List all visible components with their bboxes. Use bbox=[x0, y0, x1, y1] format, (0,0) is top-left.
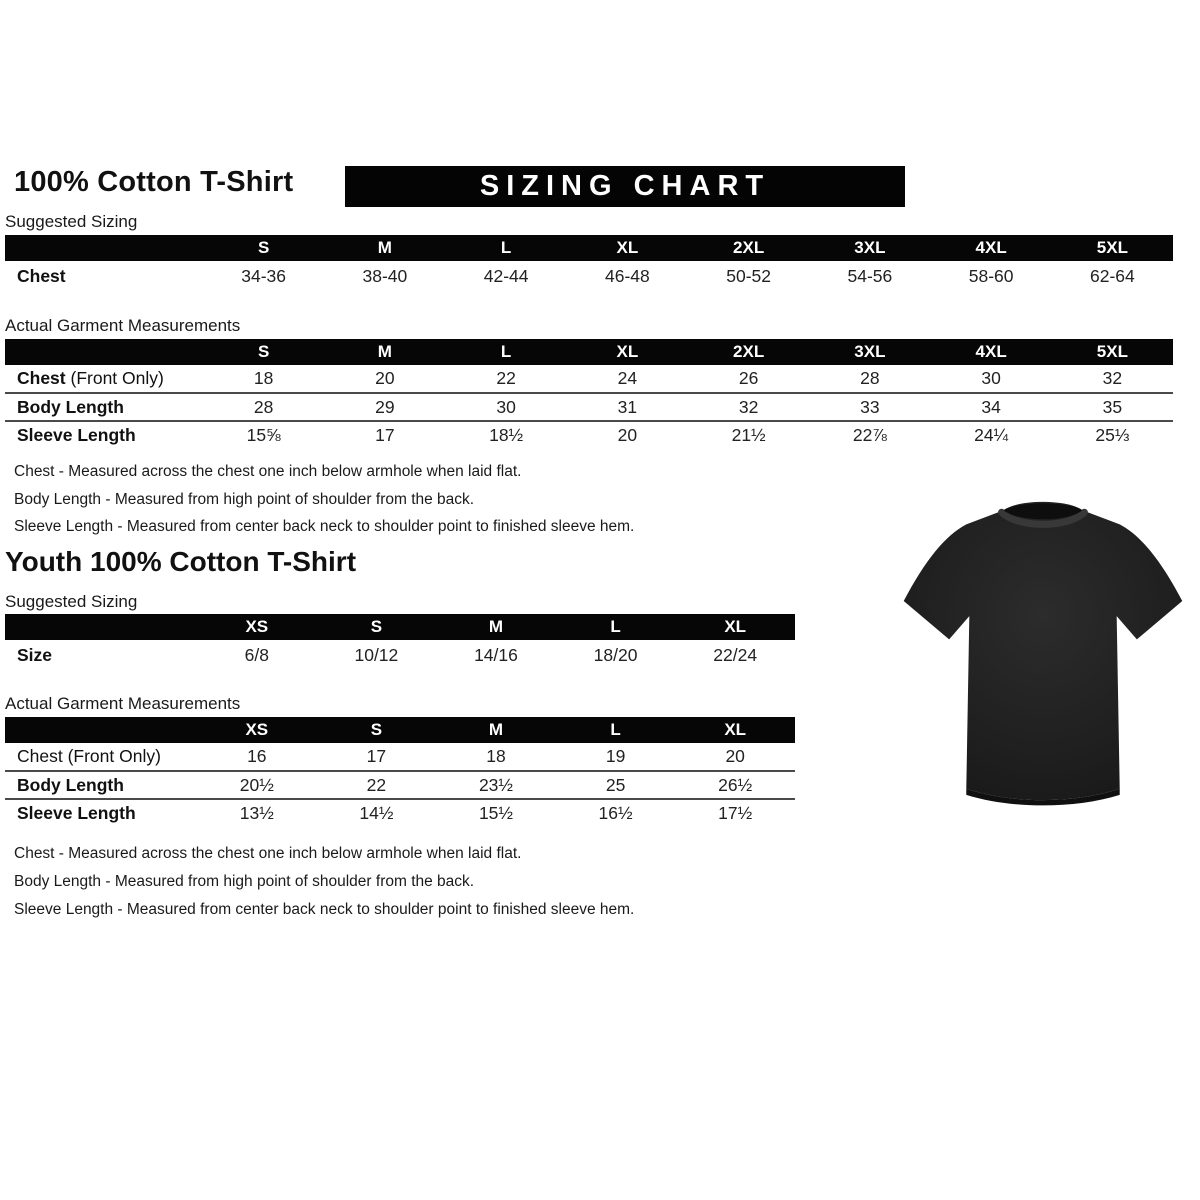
adult-measurement-notes bbox=[14, 458, 874, 541]
cell: 22⅞ bbox=[809, 421, 930, 449]
note-body-length: Body Length - Measured from high point of shoulder from the back. bbox=[14, 873, 475, 890]
youth-section-title: Youth 100% Cotton T-Shirt bbox=[5, 546, 357, 577]
table-row bbox=[5, 799, 795, 827]
cell: 54-56 bbox=[847, 265, 893, 286]
header-row bbox=[5, 339, 1173, 365]
size-column-header: 3XL bbox=[809, 339, 930, 365]
cell: 22/24 bbox=[713, 644, 758, 665]
size-column-header: L bbox=[446, 235, 567, 261]
note-sleeve-length: Sleeve Length - Measured from center back neck to shoulder point to finished sleeve hem. bbox=[14, 518, 635, 535]
cell: 33 bbox=[809, 393, 930, 421]
size-column-header: 5XL bbox=[1052, 339, 1173, 365]
cell: 62-64 bbox=[1089, 265, 1135, 286]
header-row bbox=[5, 235, 1173, 261]
cell: 16 bbox=[247, 746, 267, 766]
size-column-header: M bbox=[436, 717, 556, 743]
table-row bbox=[5, 640, 795, 670]
cell: 14/16 bbox=[474, 644, 518, 665]
cell: 16½ bbox=[556, 799, 676, 827]
cell: 17½ bbox=[675, 799, 795, 827]
cell: 30 bbox=[446, 393, 567, 421]
row-label-size: Size bbox=[17, 644, 53, 665]
cell: 35 bbox=[1052, 393, 1173, 421]
cell: 38-40 bbox=[362, 265, 408, 286]
size-column-header: M bbox=[436, 614, 556, 640]
cell: 50-52 bbox=[726, 265, 771, 286]
size-column-header: 3XL bbox=[809, 235, 930, 261]
youth-measurement-notes bbox=[14, 840, 874, 924]
cell: 13½ bbox=[197, 799, 317, 827]
size-column-header: 4XL bbox=[931, 235, 1052, 261]
cell: 25 bbox=[556, 771, 676, 799]
cell: 32 bbox=[1102, 368, 1123, 388]
table-row bbox=[5, 365, 1173, 393]
youth-suggested-sizing-table bbox=[5, 614, 795, 670]
cell: 20 bbox=[725, 746, 745, 766]
size-column-header: L bbox=[556, 717, 676, 743]
header-row bbox=[5, 717, 795, 743]
table-row bbox=[5, 771, 795, 799]
youth-actual-measurements-table bbox=[5, 717, 795, 827]
row-label-chest: Chest bbox=[17, 265, 66, 286]
size-column-header: M bbox=[324, 235, 445, 261]
row-label-sleeve-length: Sleeve Length bbox=[5, 799, 197, 827]
cell: 28 bbox=[203, 393, 324, 421]
cell: 26½ bbox=[675, 771, 795, 799]
cell: 19 bbox=[605, 746, 626, 766]
cell: 17 bbox=[366, 746, 387, 766]
size-column-header: S bbox=[317, 717, 437, 743]
size-column-header: S bbox=[203, 235, 324, 261]
cell: 22 bbox=[317, 771, 437, 799]
size-column-header: XL bbox=[567, 339, 688, 365]
cell: 10/12 bbox=[354, 644, 399, 665]
table-row bbox=[5, 743, 795, 771]
cell: 22 bbox=[496, 368, 516, 388]
cell: 21½ bbox=[688, 421, 809, 449]
cell: 15⅝ bbox=[203, 421, 324, 449]
cell: 14½ bbox=[317, 799, 437, 827]
cell: 20 bbox=[567, 421, 688, 449]
adult-actual-measurements-table bbox=[5, 339, 1173, 449]
table-row bbox=[5, 421, 1173, 449]
t-shirt-icon bbox=[886, 488, 1200, 813]
cell: 42-44 bbox=[483, 265, 529, 286]
adult-actual-measurements-label: Actual Garment Measurements bbox=[5, 316, 241, 335]
size-column-header: XL bbox=[675, 717, 795, 743]
row-label-body-length: Body Length bbox=[5, 393, 203, 421]
cell: 15½ bbox=[436, 799, 556, 827]
cell: 17 bbox=[324, 421, 445, 449]
cell: 18 bbox=[486, 746, 506, 766]
row-label-main: Chest bbox=[17, 368, 66, 388]
cell: 34 bbox=[931, 393, 1052, 421]
row-label-sleeve-length: Sleeve Length bbox=[5, 421, 203, 449]
corner-cell bbox=[5, 339, 203, 365]
youth-suggested-sizing-label: Suggested Sizing bbox=[5, 592, 138, 611]
youth-actual-measurements-label: Actual Garment Measurements bbox=[5, 694, 241, 713]
size-column-header: S bbox=[317, 614, 437, 640]
note-chest: Chest - Measured across the chest one inch below armhole when laid flat. bbox=[14, 845, 522, 862]
note-chest: Chest - Measured across the chest one inch below armhole when laid flat. bbox=[14, 463, 522, 480]
cell: 34-36 bbox=[241, 265, 286, 286]
size-column-header: 4XL bbox=[931, 339, 1052, 365]
cell: 6/8 bbox=[244, 644, 269, 665]
size-column-header: XS bbox=[197, 717, 317, 743]
cell: 29 bbox=[324, 393, 445, 421]
adult-suggested-sizing-label: Suggested Sizing bbox=[5, 212, 138, 231]
cell: 28 bbox=[860, 368, 880, 388]
corner-cell bbox=[5, 717, 197, 743]
cell: 30 bbox=[981, 368, 1001, 388]
corner-cell bbox=[5, 235, 203, 261]
row-label-body-length: Body Length bbox=[5, 771, 197, 799]
cell: 18/20 bbox=[593, 644, 638, 665]
cell: 32 bbox=[688, 393, 809, 421]
size-column-header: XS bbox=[197, 614, 317, 640]
cell: 20 bbox=[375, 368, 395, 388]
note-sleeve-length: Sleeve Length - Measured from center back neck to shoulder point to finished sleeve hem. bbox=[14, 901, 635, 918]
row-label-suffix: (Front Only) bbox=[65, 368, 164, 388]
size-column-header: 2XL bbox=[688, 235, 809, 261]
cell: 58-60 bbox=[968, 265, 1014, 286]
size-column-header: L bbox=[446, 339, 567, 365]
size-column-header: M bbox=[324, 339, 445, 365]
size-column-header: S bbox=[203, 339, 324, 365]
table-row bbox=[5, 261, 1173, 291]
corner-cell bbox=[5, 614, 197, 640]
note-body-length: Body Length - Measured from high point of shoulder from the back. bbox=[14, 490, 475, 508]
row-label-chest-front-only: Chest (Front Only) bbox=[17, 746, 161, 766]
size-column-header: 2XL bbox=[688, 339, 809, 365]
header-row bbox=[5, 614, 795, 640]
size-column-header: 5XL bbox=[1052, 235, 1173, 261]
page-title: 100% Cotton T-Shirt bbox=[14, 166, 294, 198]
cell: 25⅓ bbox=[1052, 421, 1173, 449]
adult-suggested-sizing-table bbox=[5, 235, 1173, 291]
cell: 46-48 bbox=[604, 265, 650, 286]
size-column-header: XL bbox=[567, 235, 688, 261]
size-column-header: XL bbox=[675, 614, 795, 640]
cell: 18½ bbox=[446, 421, 567, 449]
sizing-chart-banner: SIZING CHART bbox=[345, 166, 905, 207]
t-shirt-product-photo bbox=[886, 488, 1200, 813]
cell: 26 bbox=[738, 368, 759, 388]
cell: 24 bbox=[617, 368, 638, 388]
cell: 24¼ bbox=[931, 421, 1052, 449]
cell: 23½ bbox=[436, 771, 556, 799]
cell: 20½ bbox=[197, 771, 317, 799]
size-column-header: L bbox=[556, 614, 676, 640]
cell: 31 bbox=[567, 393, 688, 421]
table-row bbox=[5, 393, 1173, 421]
row-label-chest-front-only bbox=[5, 365, 203, 393]
cell: 18 bbox=[253, 368, 274, 388]
